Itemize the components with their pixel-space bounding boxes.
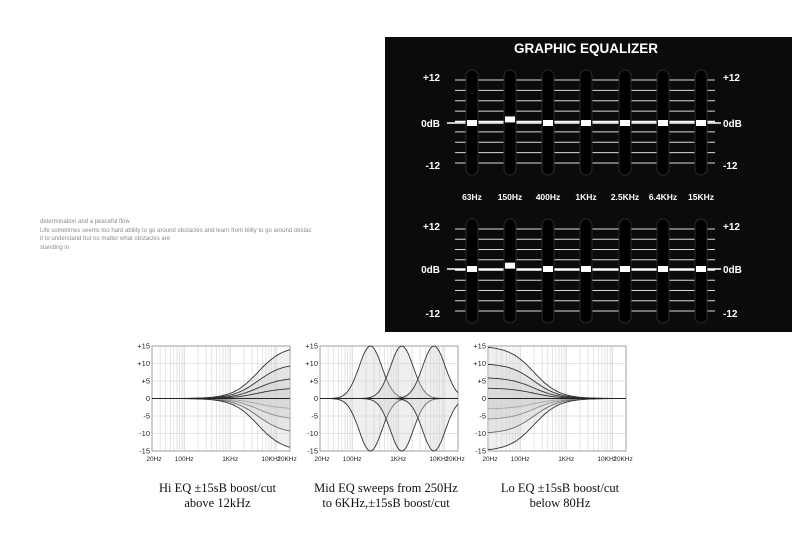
equalizer-title: GRAPHIC EQUALIZER [513, 41, 659, 56]
x-tick-label: 20Hz [146, 456, 162, 463]
x-tick-label: 10KHz [429, 456, 449, 463]
y-tick-label: -5 [311, 411, 318, 421]
x-tick-label: 100Hz [342, 456, 362, 463]
slider-track [504, 70, 516, 175]
slider-knob [696, 266, 706, 272]
x-tick-label: 20KHz [277, 456, 297, 463]
side-text-line: standing in [40, 244, 70, 251]
equalizer-drawing [385, 37, 792, 332]
slider-knob [467, 120, 477, 126]
mid-eq-response-plot [298, 338, 468, 468]
slider-knob [543, 266, 553, 272]
y-tick-label: +15 [137, 341, 150, 351]
hi-eq-caption [130, 481, 305, 511]
y-tick-label: -5 [143, 411, 150, 421]
band-label: 1KHz [575, 192, 597, 202]
slider-knob [467, 266, 477, 272]
level-label-left: 0dB [421, 119, 440, 130]
slider-knob [505, 116, 515, 122]
slider-knob [620, 266, 630, 272]
y-tick-label: -15 [139, 446, 150, 456]
band-label: 400Hz [535, 192, 561, 202]
x-tick-label: 10KHz [597, 456, 617, 463]
caption-line: to 6KHz,±15sB boost/cut [322, 496, 450, 510]
x-tick-label: 10KHz [261, 456, 281, 463]
x-tick-label: 1KHz [222, 456, 239, 463]
level-label-left: -12 [425, 309, 440, 320]
y-tick-label: -10 [307, 429, 318, 438]
caption-line: Hi EQ ±15sB boost/cut [159, 481, 276, 495]
y-tick-label: -15 [475, 446, 486, 456]
y-tick-label: -10 [475, 429, 486, 438]
slider-knob [658, 266, 668, 272]
level-label-right: 0dB [723, 265, 742, 276]
slider-knob [696, 120, 706, 126]
caption-line: below 80Hz [529, 496, 591, 510]
x-tick-label: 100Hz [510, 456, 530, 463]
band-label: 150Hz [497, 192, 523, 202]
slider-track [504, 219, 516, 323]
caption-line: above 12kHz [184, 496, 251, 510]
level-label-right: -12 [723, 161, 738, 172]
slider-knob [505, 263, 515, 269]
caption-line: Lo EQ ±15sB boost/cut [500, 481, 620, 495]
band-label: 2.5KHz [610, 192, 640, 202]
y-tick-label: +5 [141, 376, 150, 386]
side-text-line: Life sometimes seems too hard ability to go around obstacles and learn from bility to go around obstac [40, 227, 312, 234]
y-tick-label: -5 [479, 411, 486, 421]
x-tick-label: 20Hz [314, 456, 330, 463]
slider-knob [543, 120, 553, 126]
y-tick-label: +15 [473, 341, 486, 351]
y-tick-label: 0 [313, 394, 318, 403]
y-tick-label: +5 [309, 376, 318, 386]
mid-eq-caption [296, 481, 476, 511]
y-tick-label: +10 [137, 359, 150, 368]
side-text-block [40, 218, 370, 252]
x-tick-label: 100Hz [174, 456, 194, 463]
graphic-equalizer-panel [385, 37, 792, 332]
slider-knob [581, 120, 591, 126]
band-label: 15KHz [688, 192, 714, 202]
y-tick-label: 0 [145, 394, 150, 403]
slider-knob [658, 120, 668, 126]
y-tick-label: +10 [473, 359, 486, 368]
lo-eq-response-plot [466, 338, 636, 468]
x-tick-label: 20KHz [445, 456, 465, 463]
y-tick-label: -15 [307, 446, 318, 456]
level-label-right: +12 [723, 222, 740, 233]
y-tick-label: +5 [477, 376, 486, 386]
level-label-left: +12 [423, 222, 440, 233]
y-tick-label: 0 [481, 394, 486, 403]
hi-eq-response-plot [130, 338, 300, 468]
x-tick-label: 20KHz [613, 456, 633, 463]
level-label-left: +12 [423, 73, 440, 84]
slider-knob [620, 120, 630, 126]
level-label-left: -12 [425, 161, 440, 172]
level-label-right: +12 [723, 73, 740, 84]
band-label: 63Hz [462, 192, 482, 202]
side-text-line: determination and a peaceful flow [40, 219, 130, 225]
level-label-right: 0dB [723, 119, 742, 130]
slider-knob [581, 266, 591, 272]
band-label: 6.4KHz [648, 192, 678, 202]
side-text-line: it to understand but no matter what obstacles are [40, 236, 171, 242]
x-tick-label: 20Hz [482, 456, 498, 463]
y-tick-label: +10 [305, 359, 318, 368]
level-label-left: 0dB [421, 265, 440, 276]
y-tick-label: -10 [139, 429, 150, 438]
caption-line: Mid EQ sweeps from 250Hz [314, 481, 458, 495]
y-tick-label: +15 [305, 341, 318, 351]
level-label-right: -12 [723, 309, 738, 320]
x-tick-label: 1KHz [390, 456, 407, 463]
lo-eq-caption [470, 481, 650, 511]
x-tick-label: 1KHz [558, 456, 575, 463]
